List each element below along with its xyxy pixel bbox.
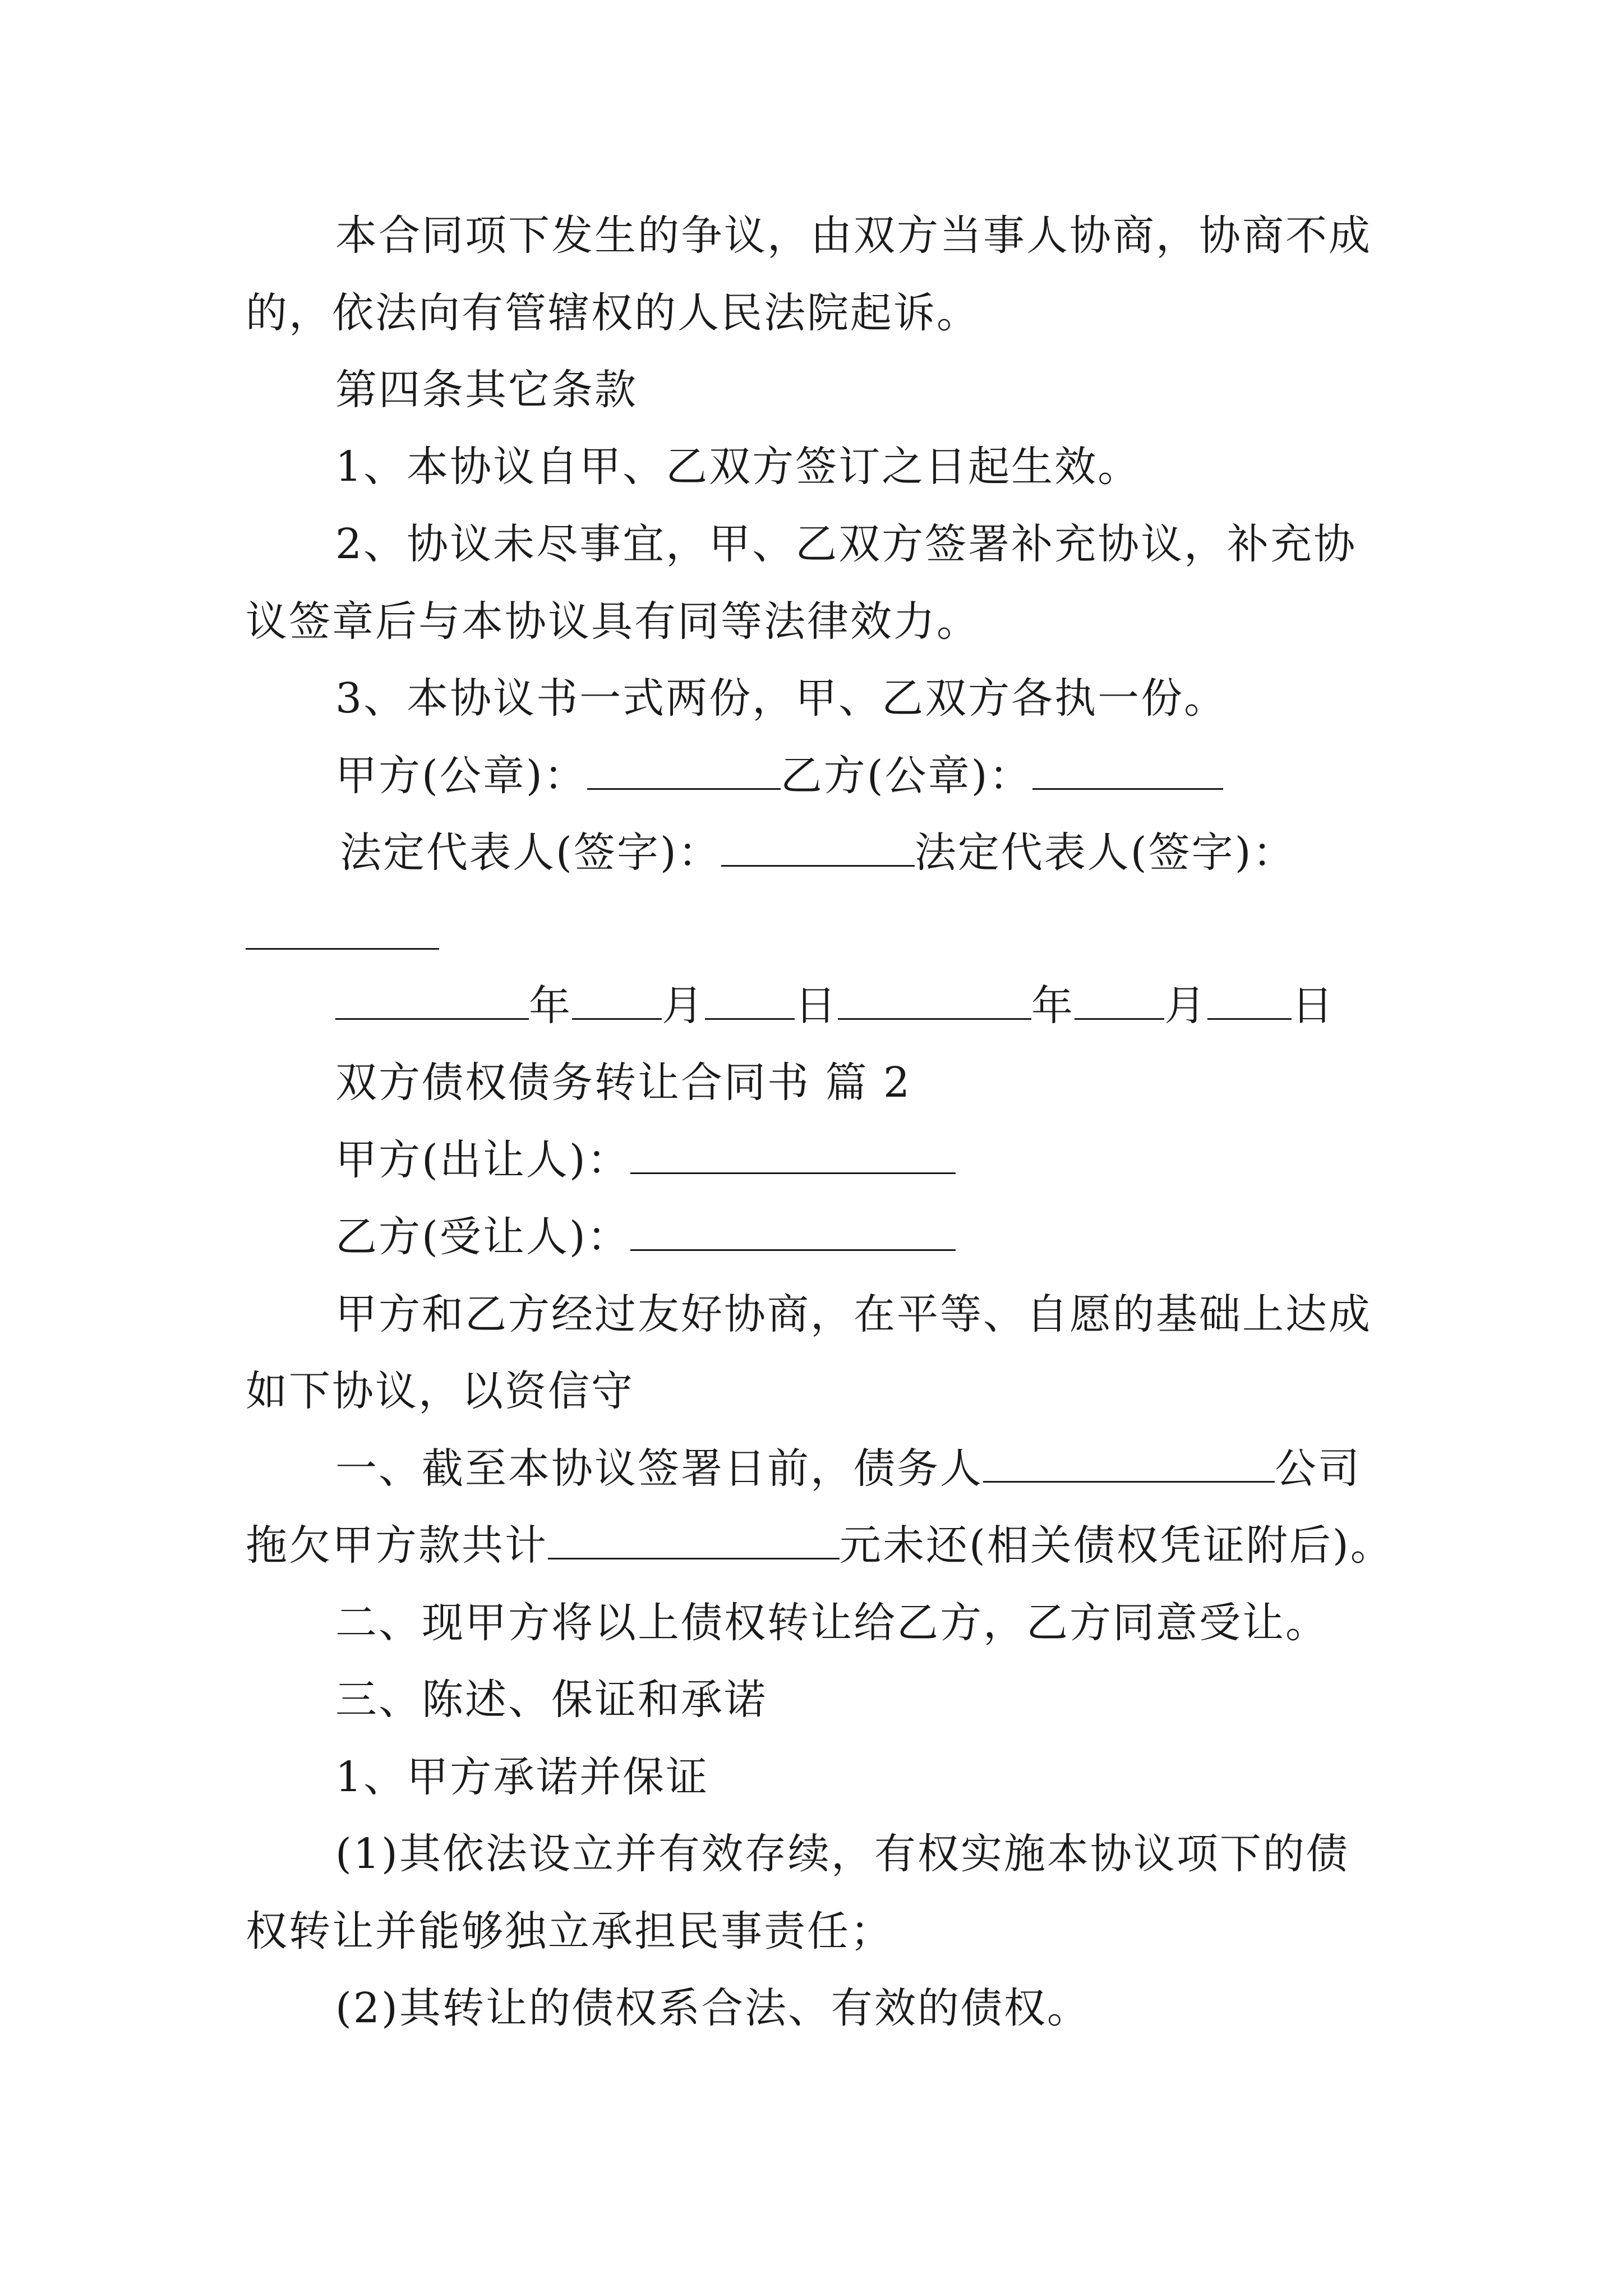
- date-a-month: 月: [662, 982, 705, 1030]
- date-b-month-blank: [1075, 979, 1164, 1020]
- clause1-line2: [246, 1517, 1394, 1573]
- amount-blank: [548, 1519, 840, 1559]
- legal-rep-a-blank: [721, 826, 915, 867]
- debtor-blank: [983, 1442, 1275, 1483]
- date-b-day: 日: [1292, 982, 1335, 1030]
- article4-item3: 3、本协议书一式两份，甲、乙双方各执一份。: [335, 674, 1228, 723]
- transferor-label: 甲方(出让人)：: [335, 1136, 630, 1184]
- intro-line1: 甲方和乙方经过友好协商，在平等、自愿的基础上达成: [335, 1290, 1372, 1338]
- clause3-title: 三、陈述、保证和承诺: [335, 1676, 767, 1724]
- clause2: 二、现甲方将以上债权转让给乙方，乙方同意受让。: [335, 1599, 1329, 1647]
- clause3-sub1a-line1: (1)其依法设立并有效存续，有权实施本协议项下的债: [335, 1830, 1349, 1878]
- clause3-sub1: 1、甲方承诺并保证: [335, 1753, 709, 1801]
- clause1-debtor-label: 一、截至本协议签署日前，债务人: [335, 1444, 983, 1493]
- clause3-sub1b: (2)其转让的债权系合法、有效的债权。: [335, 1984, 1090, 2032]
- intro-line2: 如下协议，以资信守: [246, 1367, 634, 1415]
- date-line: [335, 978, 1335, 1034]
- clause1-company-label: 公司: [1275, 1444, 1361, 1493]
- article4-item2-line1: 2、协议未尽事宜，甲、乙双方签署补充协议，补充协: [335, 520, 1357, 568]
- party-a-seal-label: 甲方(公章)：: [335, 752, 587, 800]
- section2-title: 双方债权债务转让合同书 篇 2: [335, 1059, 912, 1107]
- date-b-month: 月: [1164, 982, 1207, 1030]
- clause1-amount-suffix: 元未还(相关债权凭证附后)。: [840, 1521, 1394, 1570]
- seal-line: [335, 748, 1223, 804]
- legal-rep-b-label: 法定代表人(签字)：: [914, 829, 1296, 877]
- date-a-month-blank: [572, 979, 662, 1020]
- party-b-seal-blank: [1032, 749, 1223, 790]
- party-a-seal-blank: [587, 749, 781, 790]
- paragraph-dispute-line1: 本合同项下发生的争议，由双方当事人协商，协商不成: [335, 211, 1372, 260]
- date-a-day-blank: [705, 979, 795, 1020]
- date-a-year-blank: [335, 979, 529, 1020]
- legal-rep-a-label: 法定代表人(签字)：: [340, 829, 721, 877]
- legal-rep-b-blank: [246, 947, 439, 950]
- article4-item2-line2: 议签章后与本协议具有同等法律效力。: [246, 597, 980, 646]
- clause3-sub1a-line2: 权转让并能够独立承担民事责任；: [246, 1907, 893, 1955]
- transferor-line: [335, 1132, 956, 1188]
- transferor-blank: [630, 1133, 956, 1174]
- date-b-day-blank: [1207, 979, 1292, 1020]
- legal-rep-line: [340, 825, 1296, 881]
- paragraph-dispute-line2: 的，依法向有管辖权的人民法院起诉。: [246, 289, 980, 337]
- party-b-seal-label: 乙方(公章)：: [780, 752, 1032, 800]
- date-b-year-blank: [838, 979, 1031, 1020]
- transferee-line: [335, 1209, 956, 1265]
- date-a-year: 年: [529, 982, 572, 1030]
- transferee-label: 乙方(受让人)：: [335, 1213, 630, 1261]
- clause1-amount-label: 拖欠甲方款共计: [246, 1521, 548, 1570]
- transferee-blank: [630, 1210, 956, 1251]
- clause1-line1: [335, 1441, 1361, 1497]
- article4-title: 第四条其它条款: [335, 366, 638, 414]
- date-a-day: 日: [795, 982, 838, 1030]
- article4-item1: 1、本协议自甲、乙双方签订之日起生效。: [335, 443, 1141, 491]
- date-b-year: 年: [1031, 982, 1075, 1030]
